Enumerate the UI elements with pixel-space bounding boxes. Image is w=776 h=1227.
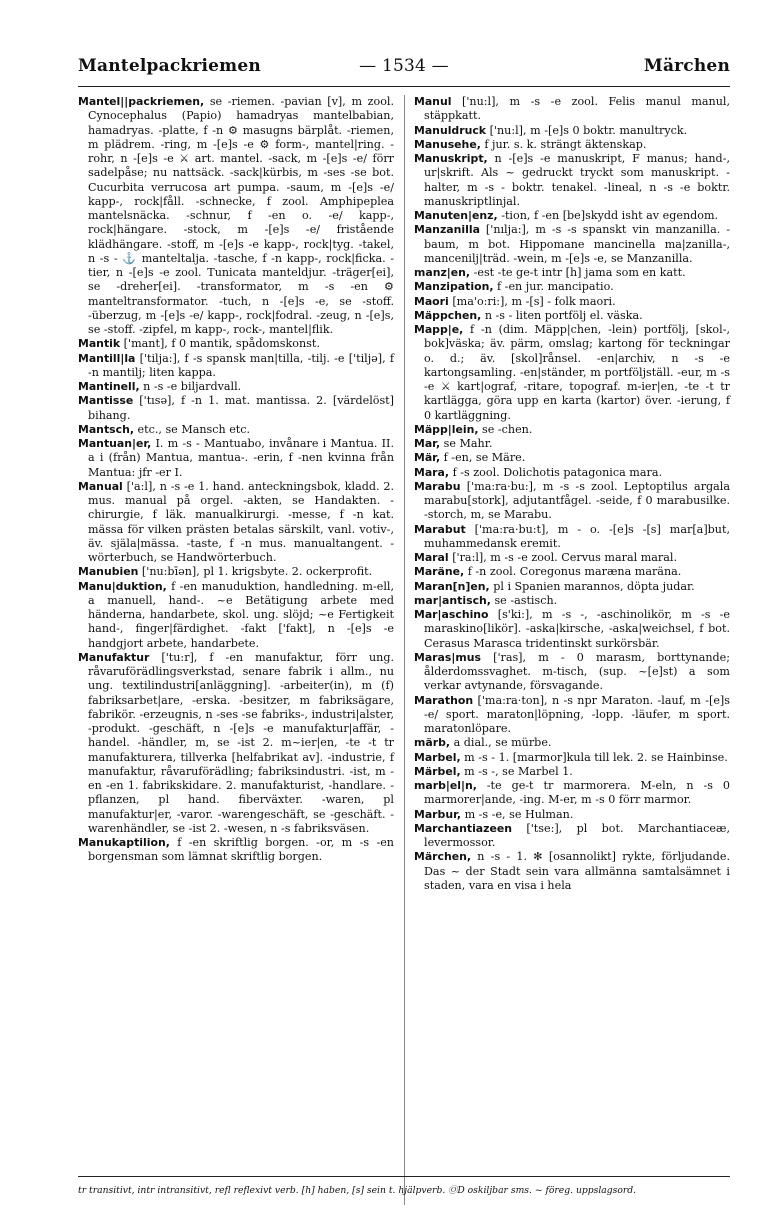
dictionary-entry	[414, 765, 730, 779]
entry-definition: n -s -e biljardvall.	[143, 380, 242, 393]
dictionary-entry	[78, 437, 394, 480]
entry-headword: Manusehe,	[414, 137, 481, 151]
dictionary-entry	[414, 95, 730, 124]
entry-definition: ['nılja:], m -s -s spanskt vin manzanilla. -baum, m bot. Hippomane mancinella ma|zanilla-, mancenilj|träd. -wein, m -[e]s -e, se Manzanilla.	[424, 223, 730, 265]
entry-headword: Mantel||packriemen,	[78, 95, 205, 108]
entry-headword: Manufaktur	[78, 650, 150, 664]
entry-headword: Märchen,	[414, 850, 472, 864]
entry-definition: ['tu:r], f -en manufaktur, förr ung. råvaruförädlingsverkstad, senare fabrik i allm., nu ung. textilindustri[anläggning]. -arbeiter(in), m (f) fabriksarbet|are, -erska. -besitzer, m fabriksägare, fabrikör. -erzeugnis, n -ses -se fabriks-, industri|alster, -produkt. -geschäft, n -[e]s -e manufaktur|affär, -handel. -händler, m, se -ist 2. m~ier|en, -te -t tr manufakturera, tillverka [helfabrikat av]. -industrie, f manufaktur, råvaruförädling; fabriksindustri. -ist, m -en -en 1. fabrikskidare. 2. manufakturist, -handlare. -pflanzen, pl hand. fiberväxter. -waren, pl manufaktur|er, -varor. -warengeschäft, se -geschäft. -warenhändler, se -ist 2. -wesen, n -s fabriksväsen.	[88, 650, 394, 835]
entry-headword: Mär,	[414, 451, 441, 465]
entry-headword: Manu|duktion,	[78, 579, 167, 593]
entry-definition: f -en manuduktion, handledning. m-ell, a manuell, hand-. ~e Betätigung arbete med händerna, handarbete, skol. ung. slöjd; ~e Fertigkeit hand-, finger|färdighet. -fakt ['fakt], n -[e]s -e handgjort arbete, handarbete.	[88, 579, 395, 650]
dictionary-entry	[414, 323, 730, 423]
dictionary-entry	[414, 209, 730, 223]
entry-definition: ['ma:ra·bu:], m -s -s zool. Leptoptilus argala marabu[stork], adjutantfågel. -seide, f 0 marabusilke. -storch, m, se Marabu.	[424, 479, 730, 522]
entry-headword: Marbur,	[414, 807, 462, 821]
entry-definition: ['nu:l], m -s -e zool. Felis manul manul, stäppkatt.	[424, 95, 730, 123]
dictionary-entry	[414, 850, 730, 893]
entry-definition: se -chen.	[482, 422, 533, 436]
column-divider	[404, 95, 405, 1205]
entry-definition: ['ma:ra·bu:t], m - o. -[e]s -[s] mar[a]but, muhammedansk eremit.	[424, 522, 730, 550]
dictionary-entry	[414, 124, 730, 138]
entry-headword: Manzanilla	[414, 223, 480, 237]
entry-headword: Mantisse	[78, 394, 134, 408]
dictionary-entry	[78, 394, 394, 423]
entry-definition: ['tısə], f -n 1. mat. mantissa. 2. [värdelöst] bihang.	[88, 394, 395, 422]
entry-headword: Märbel,	[414, 764, 461, 778]
entry-definition: [ma'o:ri:], m -[s] - folk maori.	[452, 294, 616, 308]
entry-definition: ['ra:l], m -s -e zool. Cervus maral maral.	[452, 551, 677, 564]
dictionary-entry	[414, 594, 730, 608]
entry-headword: Mapp|e,	[414, 323, 464, 336]
right-column	[414, 95, 730, 893]
dictionary-entry	[78, 337, 394, 351]
entry-definition: m -s -e, se Hulman.	[464, 807, 574, 821]
dictionary-entry	[414, 736, 730, 750]
dictionary-entry	[78, 836, 394, 865]
header-page-number: — 1534 —	[359, 56, 449, 76]
dictionary-entry	[414, 551, 730, 565]
dictionary-entry	[414, 822, 730, 851]
header-left-guideword: Mantelpackriemen	[78, 56, 261, 76]
entry-headword: Mantuan|er,	[78, 437, 152, 450]
entry-headword: Manuldruck	[414, 123, 487, 137]
dictionary-entry	[414, 523, 730, 552]
entry-headword: Marabut	[414, 522, 466, 536]
dictionary-entry	[414, 808, 730, 822]
entry-headword: marb|el|n,	[414, 779, 477, 792]
entry-headword: Marchantiazeen	[414, 821, 513, 835]
dictionary-entry	[78, 580, 394, 651]
entry-definition: f -en skriftlig borgen. -or, m -s -en borgensman som lämnat skriftlig borgen.	[88, 836, 394, 864]
dictionary-entry	[78, 352, 394, 381]
dictionary-entry	[78, 651, 394, 836]
entry-definition: f -s zool. Dolichotis patagonica mara.	[452, 465, 663, 479]
left-column	[78, 95, 394, 865]
dictionary-entry	[78, 380, 394, 394]
dictionary-entry	[414, 651, 730, 694]
dictionary-entry	[414, 266, 730, 280]
entry-headword: Mara,	[414, 465, 450, 479]
entry-headword: märb,	[414, 736, 451, 750]
entry-definition: se Mahr.	[443, 437, 493, 450]
entry-definition: ['mant], f 0 mantik, spådomskonst.	[123, 337, 320, 351]
entry-definition: f -n zool. Coregonus maræna maräna.	[467, 565, 682, 579]
footer-legend: tr transitivt, intr intransitivt, refl reflexivt verb. [h] haben, [s] sein t. hjälpverb. ⓄD oskiljbar sms. ~ föreg. uppslagsord.	[78, 1185, 637, 1196]
entry-definition: se -astisch.	[494, 593, 558, 607]
entry-definition: f -en jur. mancipatio.	[497, 280, 614, 294]
dictionary-entry	[414, 694, 730, 737]
entry-definition: ['tse:], pl bot. Marchantiaceæ, levermossor.	[424, 821, 730, 849]
entry-definition: ['nu:l], m -[e]s 0 boktr. manultryck.	[489, 123, 688, 137]
entry-headword: Mar,	[414, 437, 441, 450]
entry-headword: Manubien	[78, 565, 139, 579]
dictionary-entry	[414, 779, 730, 808]
entry-definition: f -n (dim. Mäpp|chen, -lein) portfölj, [skol-, bok]väska; äv. pärm, omslag; kartong för teckningar o. d.; äv. [skol]rånsel. -en|archiv, n -s -e kartongsamling. -en|ständer, m portföljställ. -eur, m -s -e ⚔ kart|ograf, -ritare, topograf. m-ier|en, -te -t tr kartlägga, göra upp en karta (kartor) över. -ierung, f 0 kartläggning.	[424, 323, 731, 422]
footer-rule	[78, 1176, 730, 1177]
entry-definition: pl i Spanien marannos, döpta judar.	[493, 579, 695, 593]
entry-definition: ['ma:ra·ton], n -s npr Maraton. -lauf, m -[e]s -e/ sport. maraton|löpning, -lopp. -läufer, m sport. maratonlöpare.	[424, 693, 730, 735]
entry-headword: manz|en,	[414, 266, 471, 279]
dictionary-entry	[414, 280, 730, 294]
entry-definition: n -[e]s -e manuskript, F manus; hand-, ur|skrift. Als ~ gedruckt tryckt som manuskript. -halter, m -s - boktr. tenakel. -lineal, n -s -e boktr. manuskriptlinjal.	[424, 152, 730, 208]
entry-definition: I. m -s - Mantuabo, invånare i Mantua. II. a i (från) Mantua, mantua-. -erin, f -nen kvinna från Mantua: jfr -er I.	[88, 437, 394, 479]
entry-definition: f -en, se Märe.	[443, 451, 526, 465]
dictionary-entry	[414, 608, 730, 651]
dictionary-entry	[414, 565, 730, 579]
dictionary-entry	[78, 565, 394, 579]
entry-definition: f jur. s. k. strängt äktenskap.	[484, 137, 647, 151]
entry-definition: ['ras], m - 0 marasm, borttynande; ålderdomssvaghet. m-tisch, (sup. ~[e]st) a som verkar avtynande, försvagande.	[424, 650, 731, 693]
entry-definition: -tion, f -en [be]skydd isht av egendom.	[501, 209, 719, 222]
entry-headword: Mäppchen,	[414, 308, 482, 322]
dictionary-entry	[414, 580, 730, 594]
dictionary-entry	[414, 309, 730, 323]
dictionary-entry	[78, 95, 394, 337]
entry-definition: ['nu:bīən], pl 1. krigsbyte. 2. ockerprofit.	[141, 565, 373, 579]
entry-definition: se -riemen. -pavian [v], m zool. Cynocephalus (Papio) hamadryas mantelbabian, hamadryas. -platte, f -n ⚙ masugns bärplåt. -riemen, m plädrem. -ring, m -[e]s -e ⚙ form-, mantel|ring. -rohr, n -[e]s -e ⚔ art. mantel. -sack, m -[e]s -e/ förr sadelpåse; nu nattsäck. -sack|kürbis, m -ses -se bot. Cucurbita verrucosa art pumpa. -saum, m -[e]s -e/ kapp-, rock|fåll. -schnecke, f zool. Amphipeplea mantelsnäcka. -schnur, f -en o. -e/ kapp-, rock|hängare. -stock, m -[e]s -e/ fristående klädhängare. -stoff, m -[e]s -e kapp-, rock|tyg. -takel, n -s - ⚓ manteltalja. -tasche, f -n kapp-, rock|ficka. -tier, n -[e]s -e zool. Tunicata manteldjur. -träger[ei], se -dreher[ei]. -transformator, m -s -en ⚙ manteltransformator. -tuch, n -[e]s -e, se -stoff. -überzug, m -[e]s -e/ kapp-, rock|fodral. -zeug, n -[e]s, se -stoff. -zipfel, m kapp-, rock-, mantel|flik.	[88, 95, 395, 336]
dictionary-entry	[78, 423, 394, 437]
entry-definition: ['a:l], n -s -e 1. hand. anteckningsbok, kladd. 2. mus. manual på orgel. -akten, se Handakten. -chirurgie, f läk. manualkirurgi. -messe, f -n kat. mässa för vilken prästen betalas särskilt, vanl. votiv-, äv. själa|mässa. -taste, f -n mus. manualtangent. -wörterbuch, se Handwörterbuch.	[88, 479, 394, 564]
entry-headword: Manukaptilion,	[78, 836, 170, 849]
entry-definition: m -s -, se Marbel 1.	[464, 764, 573, 778]
entry-headword: Maral	[414, 551, 449, 564]
entry-headword: Manuten|enz,	[414, 209, 498, 222]
dictionary-entry	[414, 295, 730, 309]
entry-headword: Manual	[78, 479, 123, 493]
entry-headword: Marbel,	[414, 750, 461, 764]
entry-headword: Manzipation,	[414, 280, 494, 294]
entry-headword: Mantill|la	[78, 351, 136, 365]
dictionary-entry	[414, 480, 730, 523]
entry-headword: Mäpp|lein,	[414, 422, 479, 436]
dictionary-entry	[414, 223, 730, 266]
page-header	[78, 56, 730, 82]
entry-headword: Mantsch,	[78, 422, 134, 436]
entry-headword: Marathon	[414, 693, 474, 707]
entry-headword: Manul	[414, 95, 452, 108]
entry-headword: Maori	[414, 294, 449, 308]
entry-definition: -est -te ge-t intr [h] jama som en katt.	[473, 266, 686, 279]
entry-headword: Maran[n]en,	[414, 579, 490, 593]
entry-definition: m -s - 1. [marmor]kula till lek. 2. se Hainbinse.	[464, 750, 728, 764]
entry-headword: Mar|aschino	[414, 608, 489, 621]
entry-headword: Marabu	[414, 479, 461, 493]
dictionary-entry	[414, 423, 730, 437]
dictionary-entry	[414, 152, 730, 209]
entry-headword: Maras|mus	[414, 650, 481, 664]
entry-definition: n -s - liten portfölj el. väska.	[484, 308, 643, 322]
dictionary-entry	[414, 437, 730, 451]
entry-headword: Mantik	[78, 337, 121, 351]
entry-definition: n -s - 1. ✻ [osannolikt] rykte, förljudande. Das ~ der Stadt sein vara allmänna samtalsämnet i staden, vara en visa i hela	[424, 850, 730, 892]
dictionary-entry	[414, 751, 730, 765]
entry-headword: Mantinell,	[78, 380, 140, 393]
header-rule	[78, 86, 730, 87]
dictionary-entry	[414, 451, 730, 465]
dictionary-entry	[414, 138, 730, 152]
entry-headword: mar|antisch,	[414, 593, 491, 607]
entry-definition: etc., se Mansch etc.	[137, 422, 251, 436]
dictionary-entry	[78, 480, 394, 566]
entry-definition: [s'ki:], m -s -, -aschinolikör, m -s -e maraskino[likör]. -aska|kirsche, -aska|weichsel, f bot. Cerasus Marasca tridentinskt surkörsbär.	[424, 608, 730, 650]
entry-headword: Manuskript,	[414, 152, 488, 165]
entry-definition: -te ge-t tr marmorera. M-eln, n -s 0 marmorer|ande, -ing. M-er, m -s 0 förr marmor.	[424, 779, 730, 807]
entry-headword: Maräne,	[414, 565, 465, 579]
entry-definition: a dial., se mürbe.	[453, 736, 552, 750]
entry-definition: ['tilja:], f -s spansk man|tilla, -tilj. -e ['tiljə], f -n mantilj; liten kappa.	[88, 351, 394, 379]
header-right-guideword: Märchen	[643, 56, 730, 76]
dictionary-entry	[414, 466, 730, 480]
